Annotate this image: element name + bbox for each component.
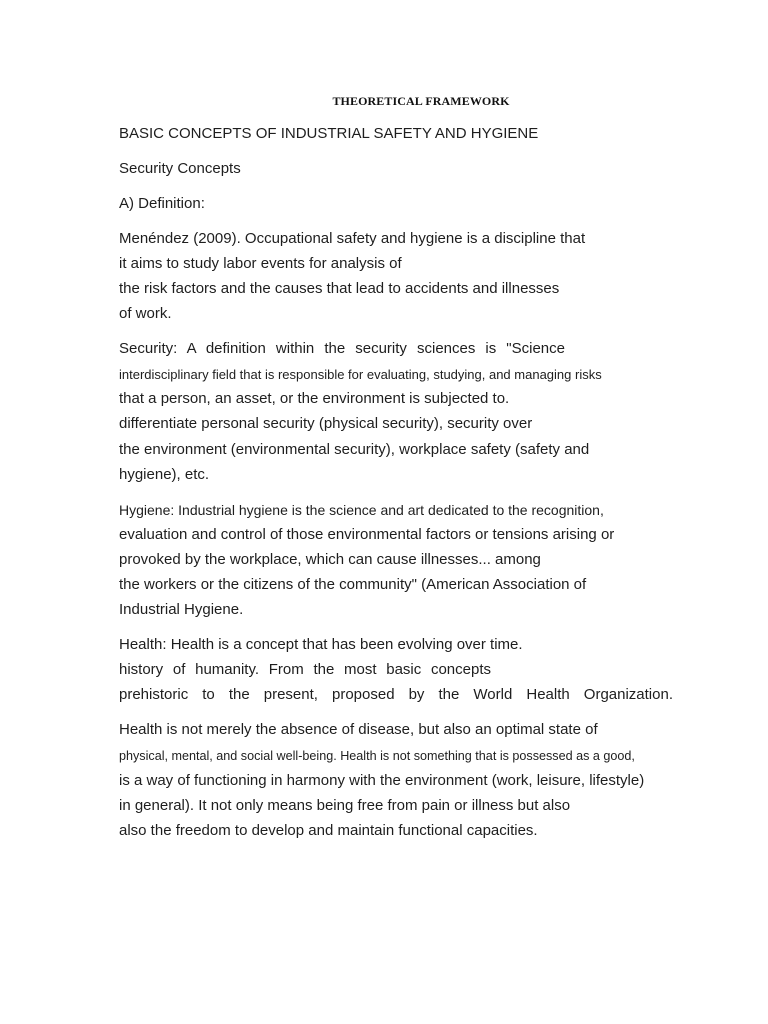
paragraph-line: the risk factors and the causes that lead to accidents and illnesses — [119, 280, 560, 297]
paragraph-line: Hygiene: Industrial hygiene is the science and art dedicated to the recognition, — [119, 502, 604, 518]
paragraph-line: prehistoric to the present, proposed by the World Health Organization. — [119, 686, 673, 703]
paragraph-line: evaluation and control of those environmental factors or tensions arising or — [119, 526, 615, 543]
paragraph-line: Menéndez (2009). Occupational safety and hygiene is a discipline that — [119, 230, 586, 247]
paragraph-line: also the freedom to develop and maintain functional capacities. — [119, 822, 538, 839]
section-heading: BASIC CONCEPTS OF INDUSTRIAL SAFETY AND HYGIENE — [119, 125, 539, 142]
paragraph-line: provoked by the workplace, which can cause illnesses... among — [119, 551, 541, 568]
paragraph-line: Security: A definition within the security sciences is "Science — [119, 340, 565, 357]
paragraph-line: hygiene), etc. — [119, 466, 210, 483]
paragraph-line: physical, mental, and social well-being. Health is not something that is possessed as a good, — [119, 749, 635, 763]
subsection-heading: Security Concepts — [119, 160, 241, 177]
paragraph-line: is a way of functioning in harmony with the environment (work, leisure, lifestyle) — [119, 772, 645, 789]
paragraph-line: differentiate personal security (physical security), security over — [119, 415, 533, 432]
paragraph-line: Health: Health is a concept that has been evolving over time. — [119, 636, 523, 653]
paragraph-line: that a person, an asset, or the environment is subjected to. — [119, 390, 510, 407]
definition-label: A) Definition: — [119, 195, 205, 212]
paragraph-line: the environment (environmental security), workplace safety (safety and — [119, 441, 590, 458]
paragraph-line: in general). It not only means being free from pain or illness but also — [119, 797, 571, 814]
paragraph-line: Industrial Hygiene. — [119, 601, 244, 618]
paragraph-line: the workers or the citizens of the community" (American Association of — [119, 576, 587, 593]
paragraph-line: history of humanity. From the most basic concepts — [119, 661, 491, 678]
paragraph-line: it aims to study labor events for analysis of — [119, 255, 402, 272]
paragraph-line: interdisciplinary field that is responsible for evaluating, studying, and managing risks — [119, 367, 602, 382]
page-title: THEORETICAL FRAMEWORK — [332, 94, 510, 108]
paragraph-line: Health is not merely the absence of disease, but also an optimal state of — [119, 721, 598, 738]
paragraph-line: of work. — [119, 305, 172, 322]
